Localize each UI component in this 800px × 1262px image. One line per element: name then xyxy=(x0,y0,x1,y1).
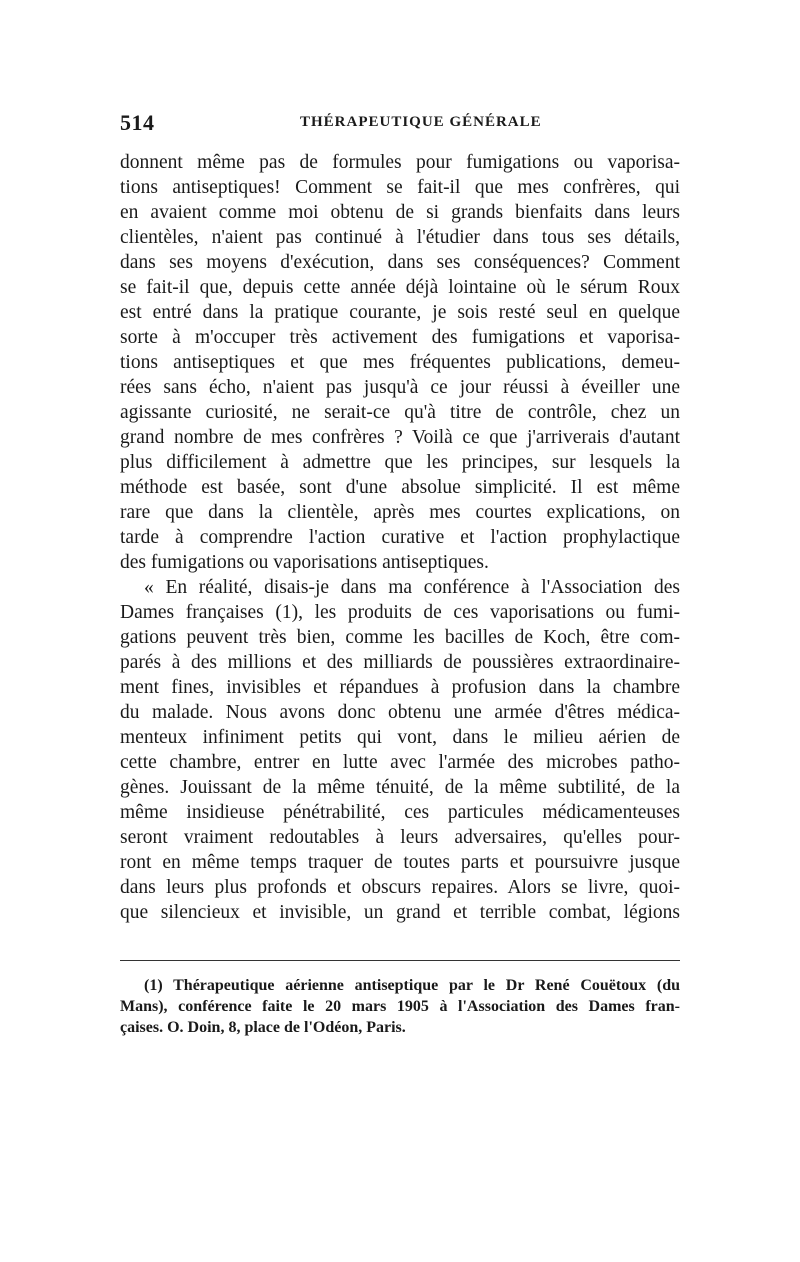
body-line: plus difficilement à admettre que les principes, sur lesquels la xyxy=(120,452,680,473)
body-line: du malade. Nous avons donc obtenu une armée d'êtres médica- xyxy=(120,702,680,723)
body-line: tarde à comprendre l'action curative et l'action prophylactique xyxy=(120,527,680,548)
footnote-line: çaises. O. Doin, 8, place de l'Odéon, Paris. xyxy=(120,1019,406,1036)
body-line: tions antiseptiques! Comment se fait-il que mes confrères, qui xyxy=(120,177,680,198)
body-line: tions antiseptiques et que mes fréquentes publications, demeu- xyxy=(120,352,680,373)
body-line: agissante curiosité, ne serait-ce qu'à titre de contrôle, chez un xyxy=(120,402,680,423)
body-text xyxy=(120,150,680,925)
body-line: parés à des millions et des milliards de poussières extraordinaire- xyxy=(120,652,680,673)
body-line: se fait-il que, depuis cette année déjà lointaine où le sérum Roux xyxy=(120,277,680,298)
body-line: Dames françaises (1), les produits de ces vaporisations ou fumi- xyxy=(120,602,680,623)
body-line: que silencieux et invisible, un grand et terrible combat, légions xyxy=(120,902,680,923)
body-line: gations peuvent très bien, comme les bacilles de Koch, être com- xyxy=(120,627,680,648)
footnote-line: (1) Thérapeutique aérienne antiseptique par le Dr René Couëtoux (du xyxy=(144,977,680,994)
body-line: donnent même pas de formules pour fumigations ou vaporisa- xyxy=(120,152,680,173)
running-head: THÉRAPEUTIQUE GÉNÉRALE xyxy=(300,114,542,130)
body-line: rées sans écho, n'aient pas jusqu'à ce jour réussi à éveiller une xyxy=(120,377,680,398)
body-line: des fumigations ou vaporisations antiseptiques. xyxy=(120,552,489,573)
body-line: sorte à m'occuper très activement des fumigations et vaporisa- xyxy=(120,327,680,348)
body-line: dans ses moyens d'exécution, dans ses conséquences? Comment xyxy=(120,252,680,273)
footnote-divider xyxy=(120,960,680,961)
body-line: dans leurs plus profonds et obscurs repaires. Alors se livre, quoi- xyxy=(120,877,680,898)
page-header xyxy=(120,110,680,140)
footnote-line: Mans), conférence faite le 20 mars 1905 à l'Association des Dames fran- xyxy=(120,998,680,1015)
body-line: en avaient comme moi obtenu de si grands bienfaits dans leurs xyxy=(120,202,680,223)
body-line: méthode est basée, sont d'une absolue simplicité. Il est même xyxy=(120,477,680,498)
body-line: menteux infiniment petits qui vont, dans le milieu aérien de xyxy=(120,727,680,748)
body-line: grand nombre de mes confrères ? Voilà ce que j'arriverais d'autant xyxy=(120,427,680,448)
page-number: 514 xyxy=(120,110,155,135)
body-line: même insidieuse pénétrabilité, ces particules médicamenteuses xyxy=(120,802,680,823)
body-line: est entré dans la pratique courante, je sois resté seul en quelque xyxy=(120,302,680,323)
body-line: ront en même temps traquer de toutes parts et poursuivre jusque xyxy=(120,852,680,873)
body-line: cette chambre, entrer en lutte avec l'armée des microbes patho- xyxy=(120,752,680,773)
body-line: « En réalité, disais-je dans ma conférence à l'Association des xyxy=(144,577,680,598)
body-line: rare que dans la clientèle, après mes courtes explications, on xyxy=(120,502,680,523)
body-line: clientèles, n'aient pas continué à l'étudier dans tous ses détails, xyxy=(120,227,680,248)
footnote xyxy=(120,975,680,1038)
body-line: seront vraiment redoutables à leurs adversaires, qu'elles pour- xyxy=(120,827,680,848)
body-line: ment fines, invisibles et répandues à profusion dans la chambre xyxy=(120,677,680,698)
body-line: gènes. Jouissant de la même ténuité, de la même subtilité, de la xyxy=(120,777,680,798)
